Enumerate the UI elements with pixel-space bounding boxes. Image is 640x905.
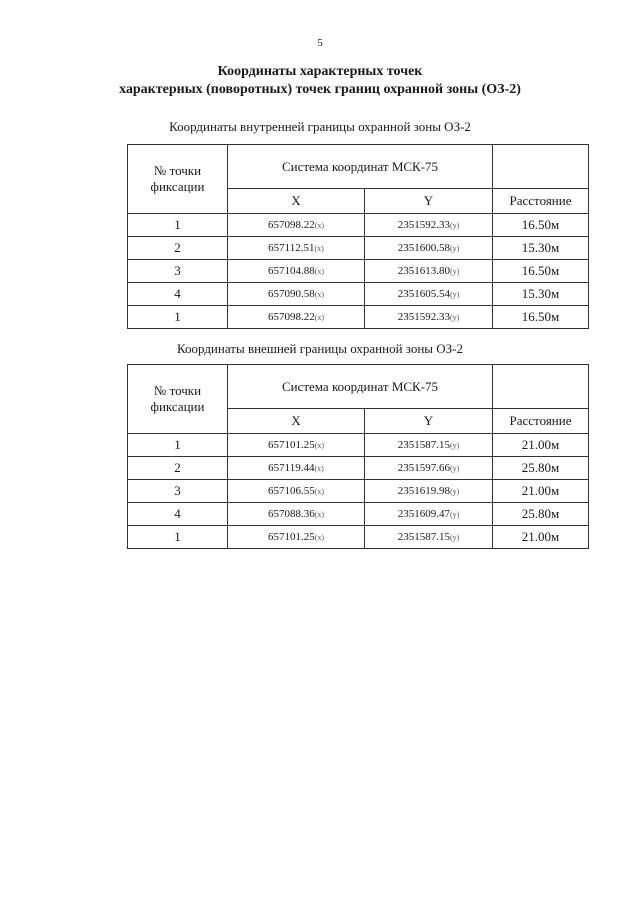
x-cell xyxy=(228,434,365,457)
y-cell xyxy=(365,526,493,549)
x-value: 657104.88 xyxy=(267,265,315,277)
header-row xyxy=(128,145,589,189)
y-value: 2351587.15 xyxy=(397,531,450,543)
x-suffix: (x) xyxy=(314,533,325,542)
point-cell xyxy=(128,283,228,306)
table-row xyxy=(128,283,589,306)
distance-cell xyxy=(493,283,589,306)
distance-cell xyxy=(493,306,589,329)
empty-header-cell xyxy=(493,365,589,409)
y-suffix: (y) xyxy=(449,487,460,496)
table-row xyxy=(128,526,589,549)
point-value: 4 xyxy=(174,286,181,301)
y-value: 2351592.33 xyxy=(397,311,450,323)
y-cell xyxy=(365,306,493,329)
distance-value: 25.80м xyxy=(521,460,560,475)
distance-cell xyxy=(493,237,589,260)
x-cell xyxy=(228,260,365,283)
x-suffix: (x) xyxy=(314,267,325,276)
distance-value: 16.50м xyxy=(521,309,560,324)
x-value: 657119.44 xyxy=(268,462,315,474)
y-value: 2351587.15 xyxy=(397,439,450,451)
point-cell xyxy=(128,434,228,457)
x-suffix: (x) xyxy=(314,244,324,253)
distance-value: 16.50м xyxy=(521,217,560,232)
y-header: Y xyxy=(365,409,493,434)
x-value: 657101.25 xyxy=(267,439,315,451)
table-row xyxy=(128,260,589,283)
page-number: 5 xyxy=(317,37,323,49)
point-cell xyxy=(128,503,228,526)
point-value: 1 xyxy=(174,529,181,544)
x-cell xyxy=(228,237,365,260)
y-suffix: (y) xyxy=(449,464,460,473)
point-cell xyxy=(128,457,228,480)
x-value: 657088.36 xyxy=(267,508,315,520)
y-suffix: (y) xyxy=(449,441,460,450)
point-value: 3 xyxy=(174,483,181,498)
table-row xyxy=(128,457,589,480)
y-value: 2351613.80 xyxy=(397,265,450,277)
y-cell xyxy=(365,503,493,526)
distance-value: 25.80м xyxy=(521,506,560,521)
point-cell xyxy=(128,214,228,237)
point-cell xyxy=(128,237,228,260)
y-cell xyxy=(365,434,493,457)
y-value: 2351597.66 xyxy=(397,462,450,474)
x-cell xyxy=(228,526,365,549)
document-title xyxy=(0,63,640,99)
y-value: 2351592.33 xyxy=(397,219,450,231)
distance-cell xyxy=(493,434,589,457)
distance-header: Расстояние xyxy=(493,189,589,214)
point-value: 1 xyxy=(174,309,181,324)
point-value: 3 xyxy=(174,263,181,278)
y-suffix: (y) xyxy=(449,267,460,276)
distance-cell xyxy=(493,503,589,526)
outer-table-caption: Координаты внешней границы охранной зоны ОЗ-2 xyxy=(176,341,464,356)
y-suffix: (y) xyxy=(449,533,460,542)
y-suffix: (y) xyxy=(449,313,460,322)
point-cell xyxy=(128,526,228,549)
x-suffix: (x) xyxy=(314,487,325,496)
distance-cell xyxy=(493,526,589,549)
x-cell xyxy=(228,214,365,237)
point-cell xyxy=(128,306,228,329)
x-value: 657098.22 xyxy=(267,311,315,323)
x-value: 657098.22 xyxy=(267,219,315,231)
table-row xyxy=(128,214,589,237)
point-value: 1 xyxy=(174,437,181,452)
distance-cell xyxy=(493,480,589,503)
y-suffix: (y) xyxy=(449,510,460,519)
x-suffix: (x) xyxy=(314,510,325,519)
outer-coordinates-table xyxy=(127,364,589,549)
distance-cell xyxy=(493,260,589,283)
distance-value: 15.30м xyxy=(521,240,560,255)
y-value: 2351600.58 xyxy=(397,242,450,254)
x-cell xyxy=(228,480,365,503)
x-cell xyxy=(228,457,365,480)
y-suffix: (y) xyxy=(449,290,460,299)
table-row xyxy=(128,306,589,329)
table-row xyxy=(128,503,589,526)
y-header: Y xyxy=(365,189,493,214)
x-value: 657112.51 xyxy=(268,242,315,254)
outer-table-body xyxy=(128,365,589,549)
y-cell xyxy=(365,457,493,480)
point-header: № точки фиксации xyxy=(128,145,228,214)
y-cell xyxy=(365,260,493,283)
point-value: 1 xyxy=(174,217,181,232)
x-header: X xyxy=(228,409,365,434)
title-line-2: характерных (поворотных) точек границ охранной зоны (ОЗ-2) xyxy=(119,82,521,97)
inner-table-caption: Координаты внутренней границы охранной зоны ОЗ-2 xyxy=(169,119,471,134)
x-value: 657106.55 xyxy=(267,485,315,497)
point-value: 4 xyxy=(174,506,181,521)
y-value: 2351605.54 xyxy=(397,288,450,300)
point-value: 2 xyxy=(174,240,181,255)
distance-header: Расстояние xyxy=(493,409,589,434)
x-suffix: (x) xyxy=(314,464,324,473)
inner-table-body xyxy=(128,145,589,329)
empty-header-cell xyxy=(493,145,589,189)
point-header: № точки фиксации xyxy=(128,365,228,434)
y-suffix: (y) xyxy=(449,221,460,230)
x-cell xyxy=(228,503,365,526)
table-row xyxy=(128,434,589,457)
distance-value: 16.50м xyxy=(521,263,560,278)
x-suffix: (x) xyxy=(314,441,325,450)
x-value: 657101.25 xyxy=(267,531,315,543)
y-cell xyxy=(365,480,493,503)
y-value: 2351609.47 xyxy=(397,508,450,520)
x-suffix: (x) xyxy=(314,313,325,322)
distance-cell xyxy=(493,457,589,480)
x-value: 657090.58 xyxy=(267,288,315,300)
y-suffix: (y) xyxy=(449,244,460,253)
distance-cell xyxy=(493,214,589,237)
distance-value: 21.00м xyxy=(521,483,560,498)
distance-value: 21.00м xyxy=(521,529,560,544)
header-row xyxy=(128,365,589,409)
point-cell xyxy=(128,260,228,283)
x-suffix: (x) xyxy=(314,290,325,299)
point-value: 2 xyxy=(174,460,181,475)
title-line-1: Координаты характерных точек xyxy=(217,64,423,79)
inner-coordinates-table xyxy=(127,144,589,329)
y-cell xyxy=(365,214,493,237)
x-header: X xyxy=(228,189,365,214)
distance-value: 15.30м xyxy=(521,286,560,301)
system-header: Система координат МСК-75 xyxy=(228,365,493,409)
y-cell xyxy=(365,237,493,260)
y-value: 2351619.98 xyxy=(397,485,450,497)
x-cell xyxy=(228,283,365,306)
point-cell xyxy=(128,480,228,503)
y-cell xyxy=(365,283,493,306)
distance-value: 21.00м xyxy=(521,437,560,452)
table-row xyxy=(128,480,589,503)
system-header: Система координат МСК-75 xyxy=(228,145,493,189)
x-cell xyxy=(228,306,365,329)
x-suffix: (x) xyxy=(314,221,325,230)
table-row xyxy=(128,237,589,260)
